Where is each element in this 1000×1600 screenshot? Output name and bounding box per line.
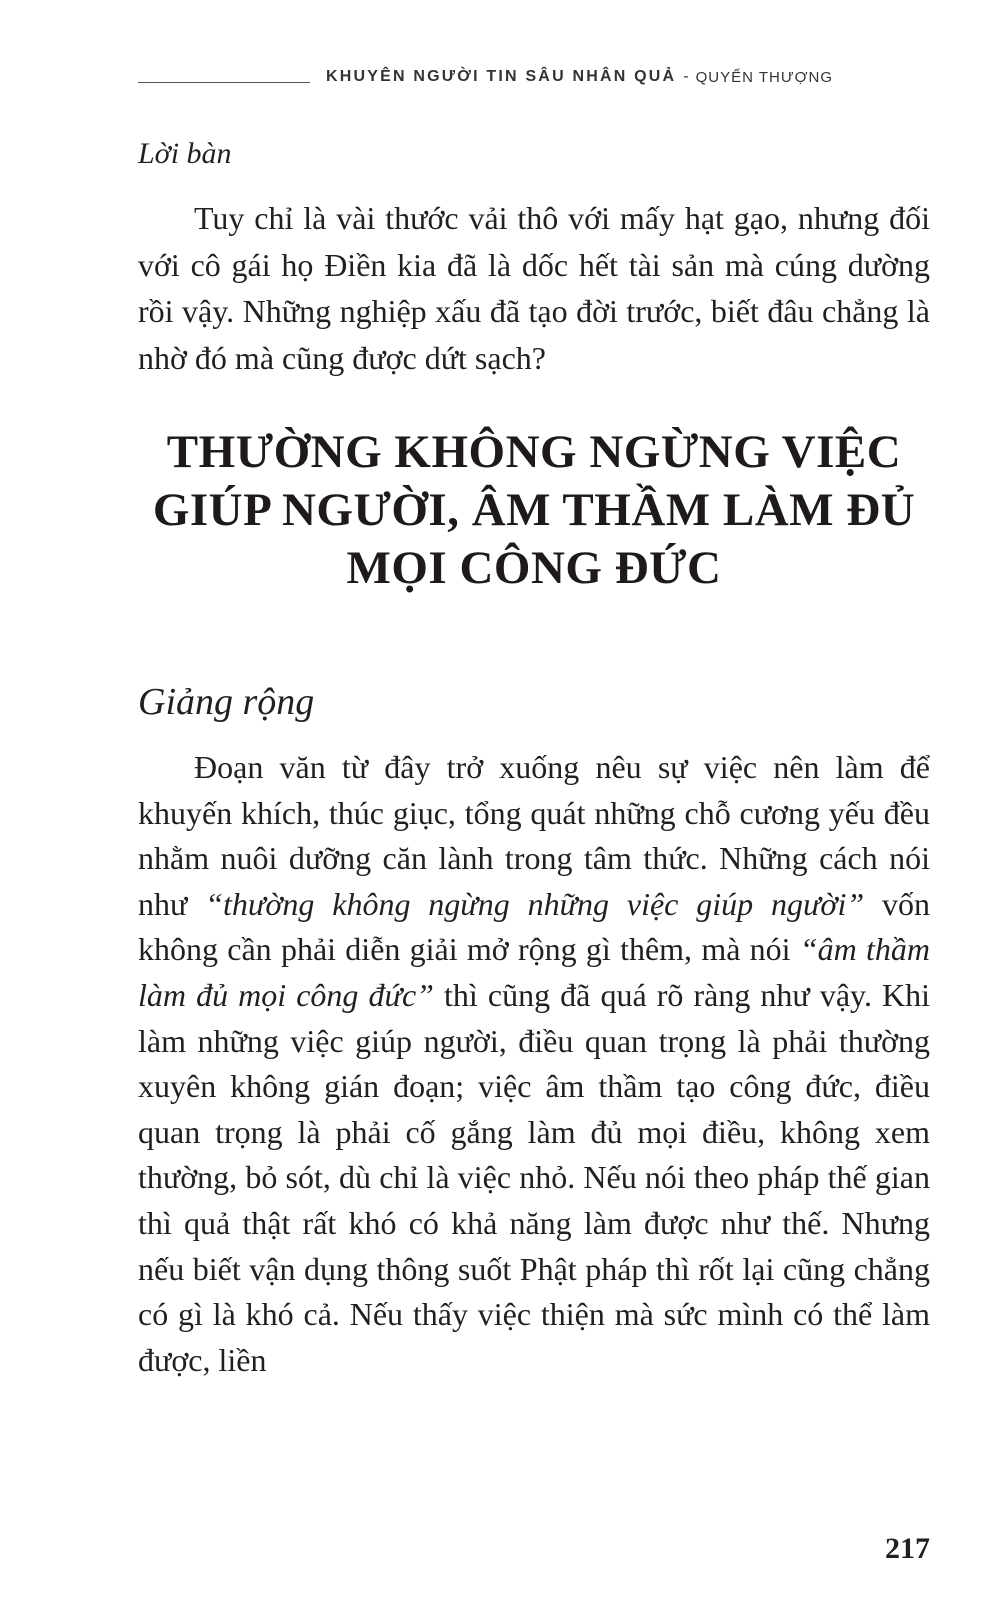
explanation-label: Giảng rộng	[138, 681, 315, 723]
chapter-title-line-1: THƯỜNG KHÔNG NGỪNG VIỆC	[166, 426, 902, 478]
header-separator: -	[683, 68, 689, 85]
page-number: 217	[885, 1532, 930, 1565]
header-rule	[138, 82, 310, 83]
running-header	[138, 64, 930, 90]
comment-paragraph: Tuy chỉ là vài thước vải thô với mấy hạt gạo, nhưng đối với cô gái họ Điền kia đã là dốc hết tài sản mà cúng dường rồi vậy. Những nghiệp xấu đã tạo đời trước, biết đâu chẳng là nhờ đó mà cũng được dứt sạch?	[138, 200, 930, 376]
comment-label: Lời bàn	[138, 137, 232, 170]
explanation-text-2: vốn không cần phải diễn giải mở rộng gì thêm, mà nói	[138, 885, 931, 968]
explanation-paragraph	[138, 745, 930, 1383]
explanation-text-1: Đoạn văn từ đây trở xuống nêu sự việc nên làm để khuyến khích, thúc giục, tổng quát những chỗ cương yếu đều nhằm nuôi dưỡng căn lành trong tâm thức. Những cách nói như	[138, 749, 930, 922]
explanation-quote-1: “thường không ngừng những việc giúp người”	[205, 885, 865, 922]
explanation-quote-2: “âm thầm làm đủ mọi công đức”	[138, 931, 930, 1013]
chapter-title-line-3: MỌI CÔNG ĐỨC	[346, 542, 722, 594]
header-volume: QUYỂN THƯỢNG	[695, 68, 834, 86]
header-book-title: KHUYÊN NGƯỜI TIN SÂU NHÂN QUẢ	[326, 68, 677, 85]
explanation-text-3: thì cũng đã quá rõ ràng như vậy. Khi làm những việc giúp người, điều quan trọng là phải thường xuyên không gián đoạn; việc âm thầm tạo công đức, điều quan trọng là phải cố gắng làm đủ mọi điều, không xem thường, bỏ sót, dù chỉ là việc nhỏ. Nếu nói theo pháp thế gian thì quả thật rất khó có khả năng làm được như thế. Nhưng nếu biết vận dụng thông suốt Phật pháp thì rốt lại cũng chẳng có gì là khó cả. Nếu thấy việc thiện mà sức mình có thể làm được, liền	[138, 976, 931, 1378]
chapter-title	[138, 423, 930, 597]
chapter-title-line-2: GIÚP NGƯỜI, ÂM THẦM LÀM ĐỦ	[152, 484, 916, 536]
page-body	[138, 135, 930, 1383]
